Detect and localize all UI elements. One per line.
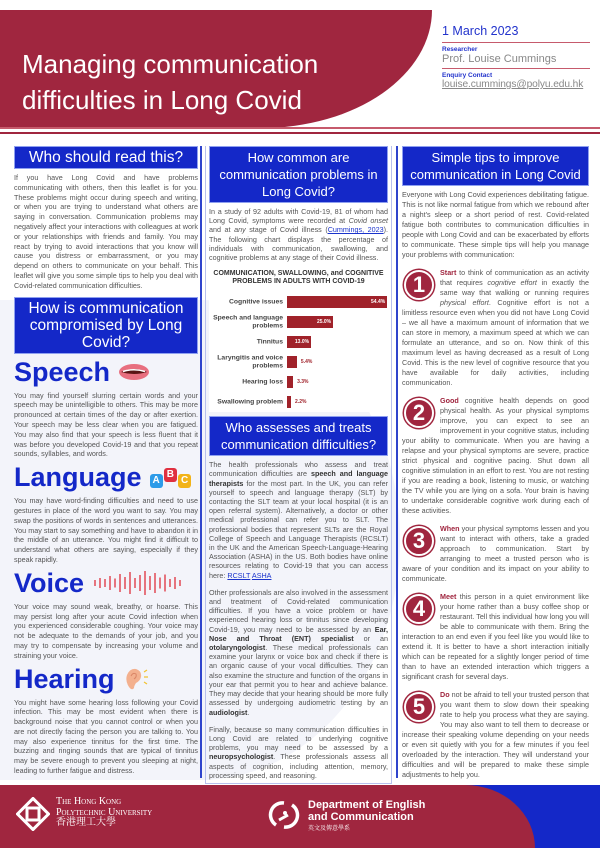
text-bold: audiologist: [209, 707, 248, 717]
chart-title: COMMUNICATION, SWALLOWING, and COGNITIVE PROBLEMS IN ADULTS WITH COVID-19: [213, 270, 384, 286]
bar-label: Speech and language problems: [213, 314, 283, 330]
researcher-label: Researcher: [442, 46, 478, 53]
date: 1 March 2023: [442, 24, 590, 43]
tip-4: [402, 592, 589, 682]
how-heading: How is communication compromised by Long Covid?: [14, 297, 198, 354]
right-column: [402, 146, 589, 780]
tip-lead: Do: [440, 690, 450, 699]
polyu-name-chinese: 香港理工大學: [56, 817, 116, 828]
text: cognitive health depends on good physical health. As your physical symptoms improve, you can expect to see an improvement in your cognitive status, including your ability to communicate. When you are having a relapse and your physical symptoms are severe, practice strict physical and cognitive pacing. Shut down all cognitive stimulation in an effort to rest. You are not resting if you are reading a book, listening to music, or watching the TV while you are lying on a sofa. Your brain is having to undertake considerable cognitive work during each of these activities.: [402, 396, 590, 515]
title-line-1: Managing communication: [22, 49, 319, 79]
polyu-emblem-icon: [16, 797, 50, 831]
who-text: If you have Long Covid and have problems communicating with others, then this leaflet is for you. These problems might occur during speech and writing, or when you are trying to understand what others are saying in conversation. Communication problems may negatively affect your interactions with colleagues at work or your relationships with friends and family. You may react by trying to avoid interactions that you know will cause you distress or embarrassment, or you may depend on others to communicate on your behalf. This leaflet will give you some simple tips to help you deal with Covid-related communication difficulties.: [14, 173, 198, 290]
common-text: [209, 207, 388, 262]
text: In a study of 92 adults with Covid-19, 81 of whom had Long Covid, symptoms were recorded at: [209, 207, 388, 226]
bar-label: Laryngitis and voice problems: [217, 354, 283, 370]
abc-bubbles-icon: [150, 468, 192, 488]
number-2-icon: 2: [404, 398, 434, 428]
text-em: Covid onset: [348, 216, 388, 226]
text: Other professionals are also involved in the assessment and treatment of Covid-related communication difficulties. If you have a voice problem or have experienced hearing loss or tinnitus since developing Covid-19, you may need to be assessed by an: [209, 587, 388, 634]
hearing-title: Hearing: [14, 663, 115, 694]
voice-heading: [14, 569, 198, 598]
polyu-logo: [16, 797, 152, 831]
common-heading: How common are communication problems in Long Covid?: [209, 146, 388, 203]
bar-value-label: 3.3%: [297, 379, 309, 386]
text: The health professionals who assess and treat communication difficulties are: [209, 460, 388, 479]
text: and at: [209, 225, 235, 235]
assess-paragraph-3: [209, 725, 388, 780]
text: . Cognitive effort is not a limitless resource even when you did not have Long Covid – we all have a maximum amount of information that we can store in memory, a maximum speed at which we can formulate an utterance, and so on. Now think of this maximum level as having decreased as a result of Long Covid. This is the new level of cognitive resource that you have available for daily activities, including communication.: [402, 298, 589, 387]
tip-2: [402, 396, 589, 516]
voice-title: Voice: [14, 567, 85, 598]
assess-paragraph-2: [209, 588, 388, 717]
text: or an: [353, 633, 388, 643]
number-4-icon: 4: [404, 594, 434, 624]
text-bold: Ear, Nose and Throat (ENT) specialist: [209, 624, 388, 643]
text: ). The following chart displays the percentage of individuals with communication, swallowing, and cognitive problems at any stage of their Covid illness.: [209, 225, 388, 263]
number-5-icon: 5: [404, 692, 434, 722]
footer: [0, 785, 600, 848]
researcher-name: Prof. Louise Cummings: [442, 53, 590, 69]
header-banner: [0, 10, 432, 128]
rcslt-link[interactable]: RCSLT: [227, 570, 251, 580]
tip-5: [402, 690, 589, 780]
divider: [0, 132, 600, 134]
bar-value-label: 13.0%: [294, 339, 310, 346]
text: this person in a quiet environment like your home rather than a busy coffee shop or restaurant. Tell this individual how long you will be able to communicate with them. Bring the interaction to an end even if you feel like you would like to extend it. It is better to have a short interaction initially which can be repeated for a slightly longer period of time than to have an extended interaction which triggers a significant crash for several days.: [402, 592, 589, 681]
letter-b: B: [164, 468, 177, 482]
language-title: Language: [14, 462, 142, 493]
letter-c: C: [178, 474, 191, 488]
speech-heading: [14, 358, 198, 387]
column-divider: [396, 146, 398, 778]
bar-label: Hearing loss: [242, 378, 283, 386]
tip-1: [402, 268, 589, 388]
assess-heading: Who assesses and treats communication difficulties?: [209, 416, 388, 456]
tip-lead: When: [440, 524, 460, 533]
department-name-line-2: and Communication: [308, 811, 414, 823]
letter-a: A: [150, 474, 163, 488]
bar-row: [209, 312, 388, 332]
bar-label: Tinnitus: [256, 338, 283, 346]
ear-icon: [123, 667, 149, 691]
department-name-line-1: Department of English: [308, 799, 426, 811]
bar-row: [209, 332, 388, 352]
text: to think of communication as an activity that requires: [440, 268, 589, 287]
bar: [287, 376, 293, 388]
bar-value-label: 2.2%: [295, 399, 307, 406]
bar-row: [209, 352, 388, 372]
speech-title: Speech: [14, 356, 111, 387]
text: for the most part. In the UK, you can refer yourself to speech and language therapy (SLT) by contacting the SLT team at your local hospital (it is an open referral system). Alternatively, a doctor or other medical professional can refer you to SLT. The professional bodies that represent SLTs are the Royal College of Speech and Language Therapists (RCSLT) in the UK and the American Speech-Language-Hearing Association (ASHA) in the US. Both bodies have online resources relating to Covid-19 that you can access here:: [209, 478, 388, 580]
tips-intro: Everyone with Long Covid experiences debilitating fatigue. This is not like normal fatigue from which we rebound after a night's sleep or a short period of rest. Covid-related fatigue both contributes to communication difficulties in people with Long Covid and can be exacerbated by efforts to communicate. These simple tips will help you manage your problems with communication:: [402, 190, 589, 259]
soundwave-icon: [92, 570, 187, 596]
language-text: You may have word-finding difficulties and need to use gestures in place of the word you want to say. You may swap the positions of words in sentences and utterances. You may start to say something and have to abandon it in the middle of an utterance. You might find it difficult to understand what others are saying, especially if they speak rapidly.: [14, 496, 198, 564]
mouth-icon: [118, 363, 150, 381]
text: . These professionals assess all aspects of cognition, including attention, memory, processing speed, and reasoning.: [209, 752, 388, 780]
text-em: cognitive effort: [487, 278, 537, 287]
text: not be afraid to tell your trusted person that you want them to slow down their speaking rate to help you process what they are saying. You may also want to tell them to decrease or increase their speaking volume depending on your needs or even sit quietly with you for a few minutes if you feel overloaded by the interaction. They will understand your difficulties and will be prepared to make these simple adjustments to help you.: [402, 690, 589, 779]
bar: [287, 396, 291, 408]
text-bold: neuropsychologist: [209, 752, 274, 762]
bar-value-label: 54.4%: [371, 299, 386, 306]
bar-row: [209, 372, 388, 392]
middle-column: [205, 146, 392, 784]
bar-value-label: 25.0%: [316, 319, 332, 326]
text: . These medical professionals can examine your larynx or voice box and check if there is an organic cause of your vocal difficulties. They can also examine the structure and function of the organs in your ear that permit you to hear and achieve balance. They may decide that your hearing should be more fully assessed by undergoing audiometric testing by an: [209, 643, 388, 708]
tip-3: [402, 524, 589, 584]
contact-email-link[interactable]: louise.cummings@polyu.edu.hk: [442, 79, 584, 90]
page-title: [22, 46, 318, 118]
number-3-icon: 3: [404, 526, 434, 556]
speech-text: You may find yourself slurring certain words and your speech may be unintelligible to others. This may be more pronounced at certain times of the day or after exertion. Your speech may be less clear when you are fatigued. You may also find that your speech is less fluent that it was before you developed Covid-19 and that you repeat sounds, syllables, and words.: [14, 390, 198, 459]
text-em: any: [234, 225, 246, 235]
polyu-name-line-2: Polytechnic University: [56, 806, 153, 818]
text-bold: otolaryngologist: [209, 643, 266, 653]
left-column: [14, 146, 198, 776]
divider: [0, 127, 600, 129]
tip-lead: Meet: [440, 592, 457, 601]
text: your physical symptoms lessen and you want to interact with others, take a graded approach to communication. Start by arranging to meet a trusted person who is aware of your condition and its impact on your ability to communicate.: [402, 524, 589, 583]
language-heading: [14, 463, 198, 492]
text-em: physical effort: [440, 298, 489, 307]
asha-link[interactable]: ASHA: [251, 570, 272, 580]
department-name-chinese: 英文及傳意學系: [308, 826, 351, 832]
hearing-heading: [14, 665, 198, 694]
tips-heading: Simple tips to improve communication in Long Covid: [402, 146, 589, 186]
bar-label: Swallowing problem: [217, 398, 283, 406]
number-1-icon: 1: [404, 270, 434, 300]
text: .: [247, 707, 250, 717]
text: in exactly the same way that walking or running requires: [440, 278, 589, 297]
title-line-2: difficulties in Long Covid: [22, 85, 302, 115]
meta-info: [442, 24, 590, 90]
contact-label: Enquiry Contact: [442, 72, 493, 79]
hearing-text: You might have some hearing loss following your Covid infection. This may be most evident when there is background noise that you cannot control or when you are not directly facing the person you are talking to. You may also experience tinnitus for the first time. The buzzing and ringing sounds that are typical of tinnitus may be severe enough to prevent you sleeping at night, leading to further fatigue and distress.: [14, 697, 198, 776]
text-bold: speech and language therapists: [209, 469, 388, 488]
tip-lead: Start: [440, 268, 457, 277]
assess-paragraph-1: [209, 460, 388, 580]
bar-chart: [209, 292, 388, 412]
column-divider: [200, 146, 202, 778]
bar-label: Cognitive issues: [228, 298, 283, 306]
tip-lead: Good: [440, 396, 459, 405]
bar-row: [209, 392, 388, 412]
text: stage of Covid illness (: [245, 225, 328, 235]
department-emblem-icon: [268, 799, 300, 831]
polyu-name-line-1: The Hong Kong: [56, 796, 122, 807]
who-heading: Who should read this?: [14, 146, 198, 169]
department-logo: [268, 799, 425, 835]
bar: [287, 356, 297, 368]
bar-row: [209, 292, 388, 312]
text: Finally, because so many communication difficulties in Long Covid are related to underlying cognitive problems, you may need to be assessed by a: [209, 724, 388, 753]
voice-text: Your voice may sound weak, breathy, or hoarse. This may persist long after your acute Covid infection when you experienced considerable coughing. Your voice may not be adequate to the demands of your job, and you may try to compensate by increasing your volume and straining your voice.: [14, 601, 198, 660]
citation-link[interactable]: Cummings, 2023: [327, 225, 384, 235]
bar-value-label: 5.4%: [300, 359, 313, 366]
